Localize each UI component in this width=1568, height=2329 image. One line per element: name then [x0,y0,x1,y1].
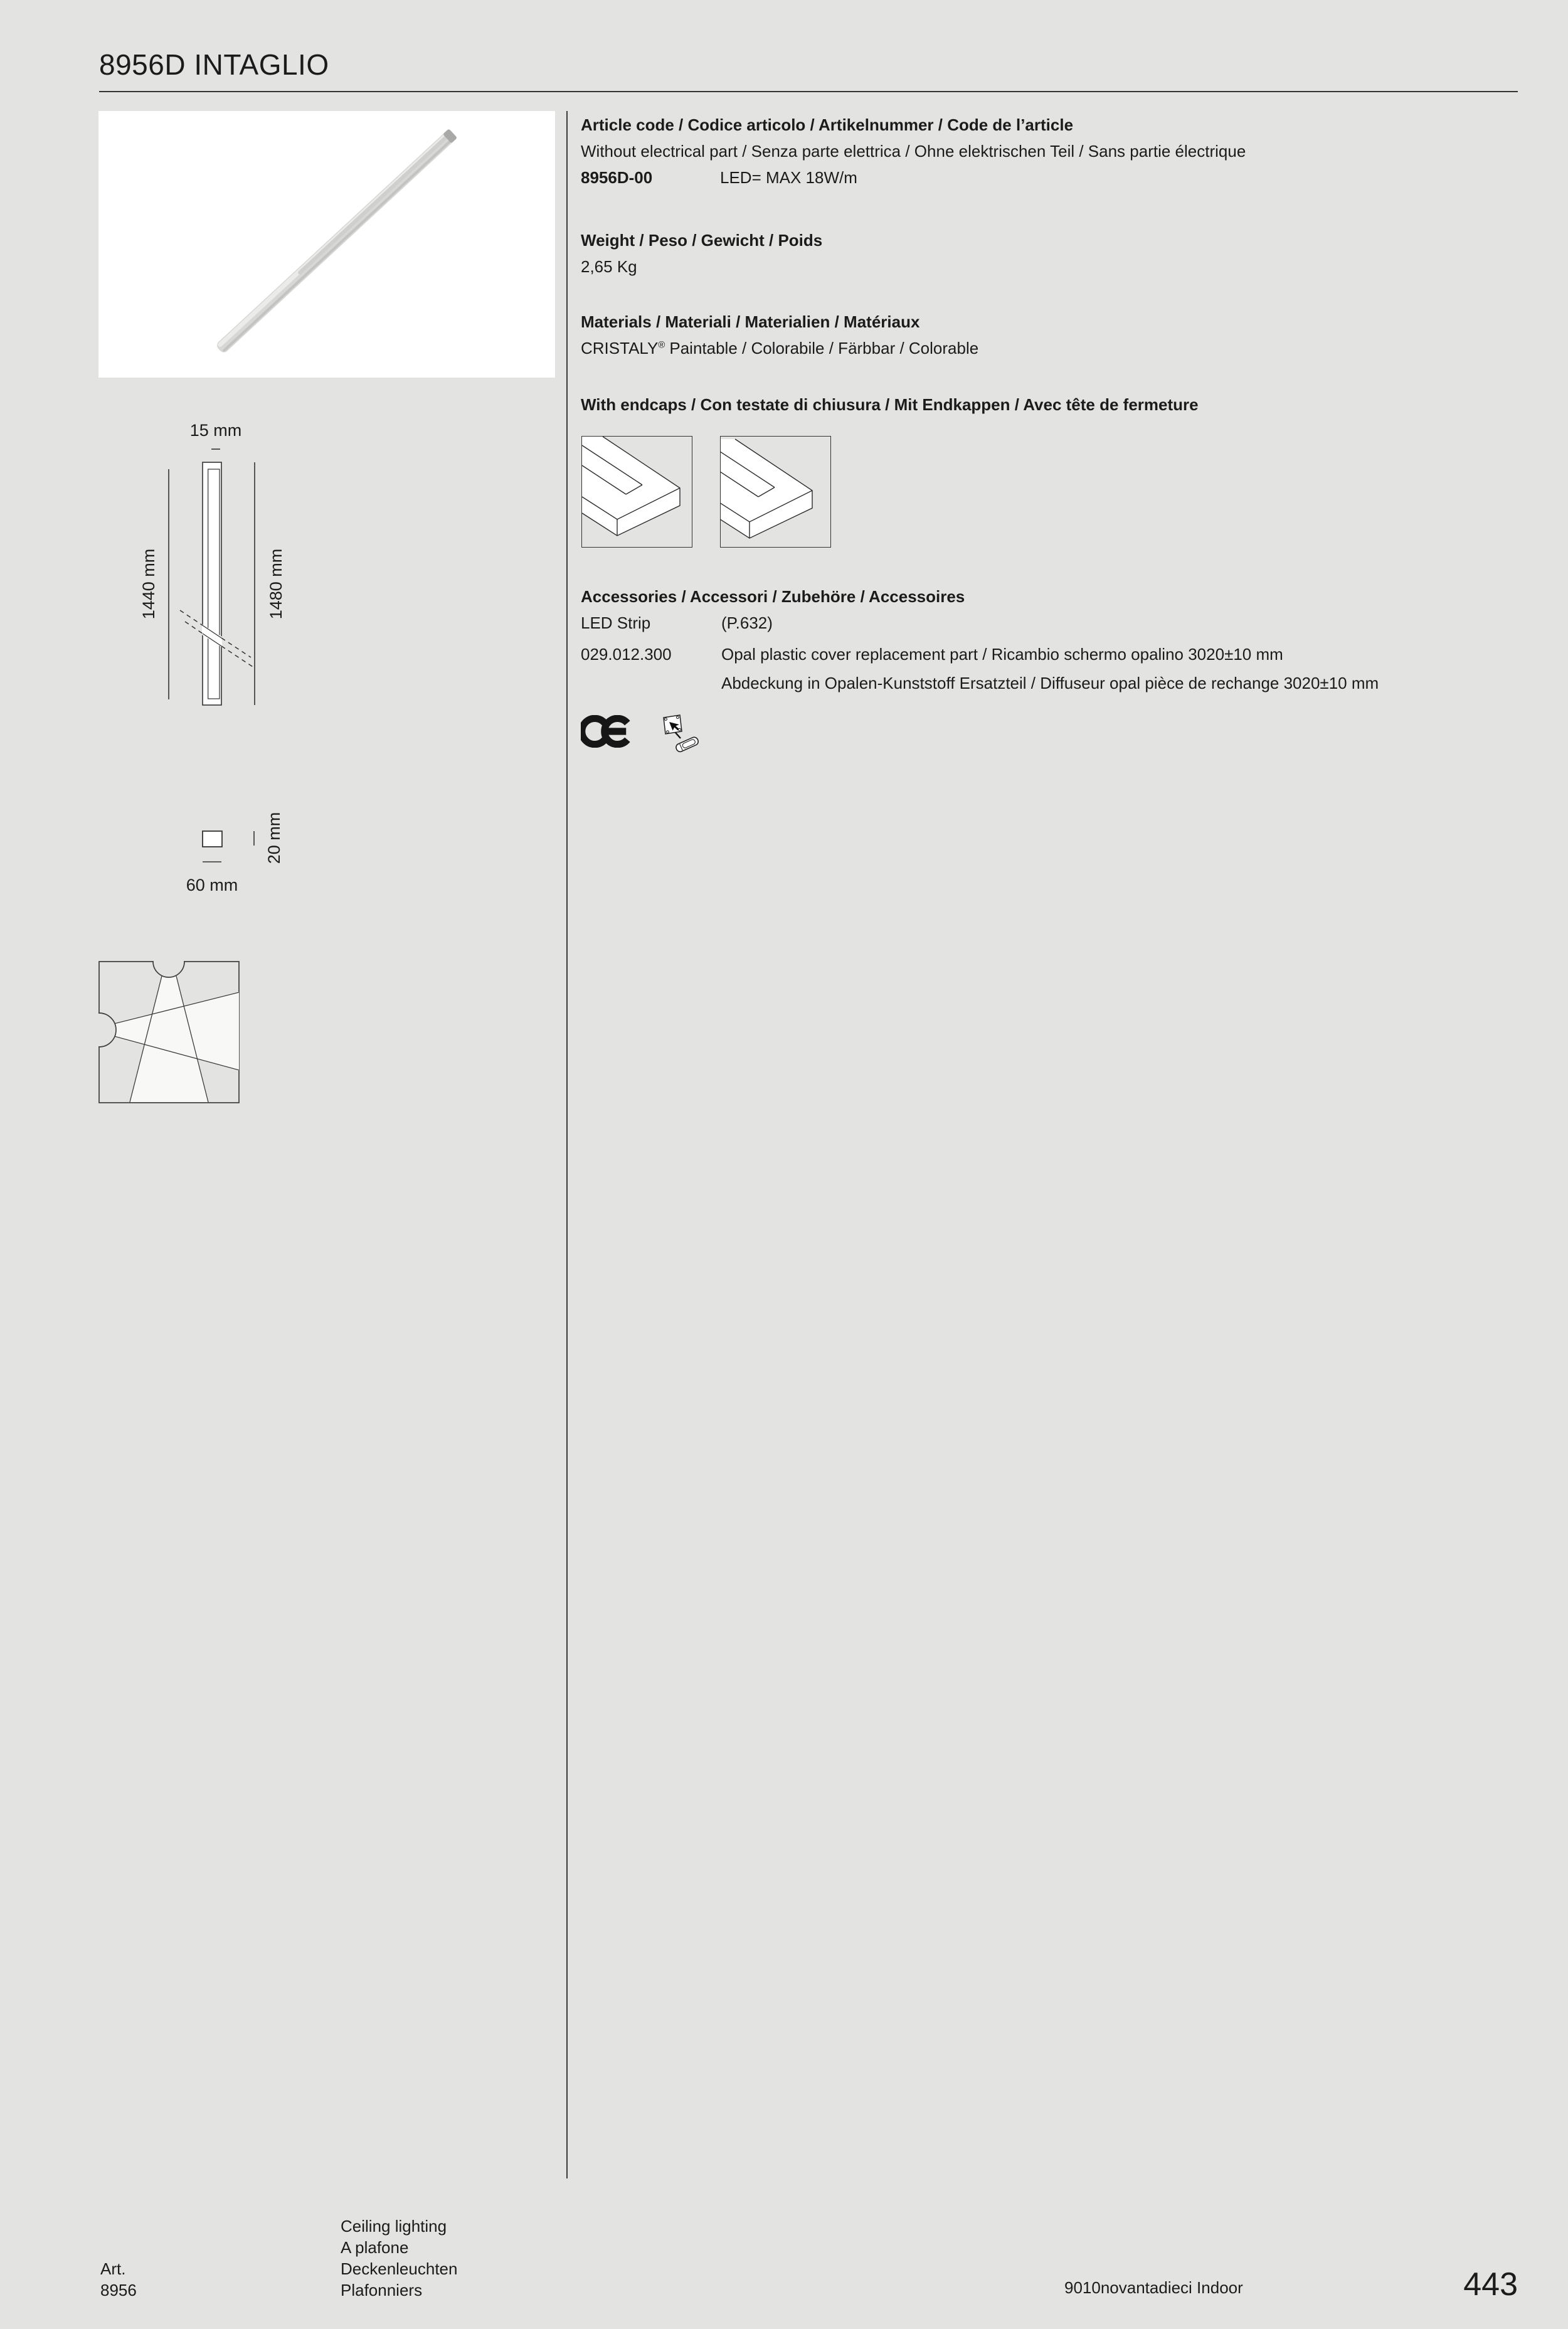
footer-art-label: Art. [100,2259,126,2278]
accessory-row-value: Opal plastic cover replacement part / Ricambio schermo opalino 3020±10 mm [721,645,1283,664]
footer-brand-line: 9010novantadieci Indoor [1064,2278,1243,2297]
page-title: 8956D INTAGLIO [99,48,329,81]
materials-description: Paintable / Colorabile / Färbbar / Colorable [669,339,979,358]
endcap-box-1 [581,436,692,548]
accessory-row-value: (P.632) [721,613,773,632]
product-photo [98,111,555,378]
endcaps-heading: With endcaps / Con testate di chiusura / Mit Endkappen / Avec tête de fermeture [581,395,1199,414]
endcap-drawing-icon [582,437,691,546]
materials-value [581,339,978,358]
footer-art-number: 8956 [100,2281,137,2300]
materials-heading: Materials / Materiali / Materialien / Matériaux [581,312,920,331]
title-rule [99,91,1518,92]
article-power-value: LED= MAX 18W/m [720,168,857,187]
profile-front-drawing [157,408,270,709]
article-code-note: Without electrical part / Senza parte elettrica / Ohne elektrischen Teil / Sans partie électrique [581,142,1246,161]
weight-heading: Weight / Peso / Gewicht / Poids [581,231,823,250]
article-code-heading: Article code / Codice articolo / Artikelnummer / Code de l’article [581,115,1074,134]
footer-category: Plafonniers [341,2281,423,2300]
weight-value: 2,65 Kg [581,257,637,276]
accessories-heading: Accessories / Accessori / Zubehöre / Accessoires [581,587,965,606]
footer-category: Deckenleuchten [341,2259,458,2278]
endcap-box-2 [720,436,831,548]
registered-trademark-icon: ® [658,339,665,351]
profile-width-label: 15 mm [189,421,242,440]
linear-profile-photo [98,111,555,378]
article-code-value: 8956D-00 [581,168,653,187]
accessory-row-value-line2: Abdeckung in Opalen-Kunststoff Ersatzteil / Diffuseur opal pièce de rechange 3020±10 mm [721,674,1379,692]
accessory-row-label: LED Strip [581,613,651,632]
endcap-drawing-icon [721,437,830,546]
footer-category: Ceiling lighting [341,2217,447,2236]
footer-category: A plafone [341,2238,409,2257]
column-divider [566,111,568,2178]
photometric-diagram [98,961,240,1104]
section-height-label: 20 mm [265,812,283,864]
page-number: 443 [1463,2266,1518,2303]
section-width-label: 60 mm [186,876,238,894]
accessory-row-label: 029.012.300 [581,645,672,664]
ce-mark-icon [581,715,635,748]
surface-mounting-icon [652,709,709,762]
materials-brand: CRISTALY [581,339,659,358]
length-outer-label: 1480 mm [267,548,285,620]
length-inner-label: 1440 mm [139,548,158,620]
